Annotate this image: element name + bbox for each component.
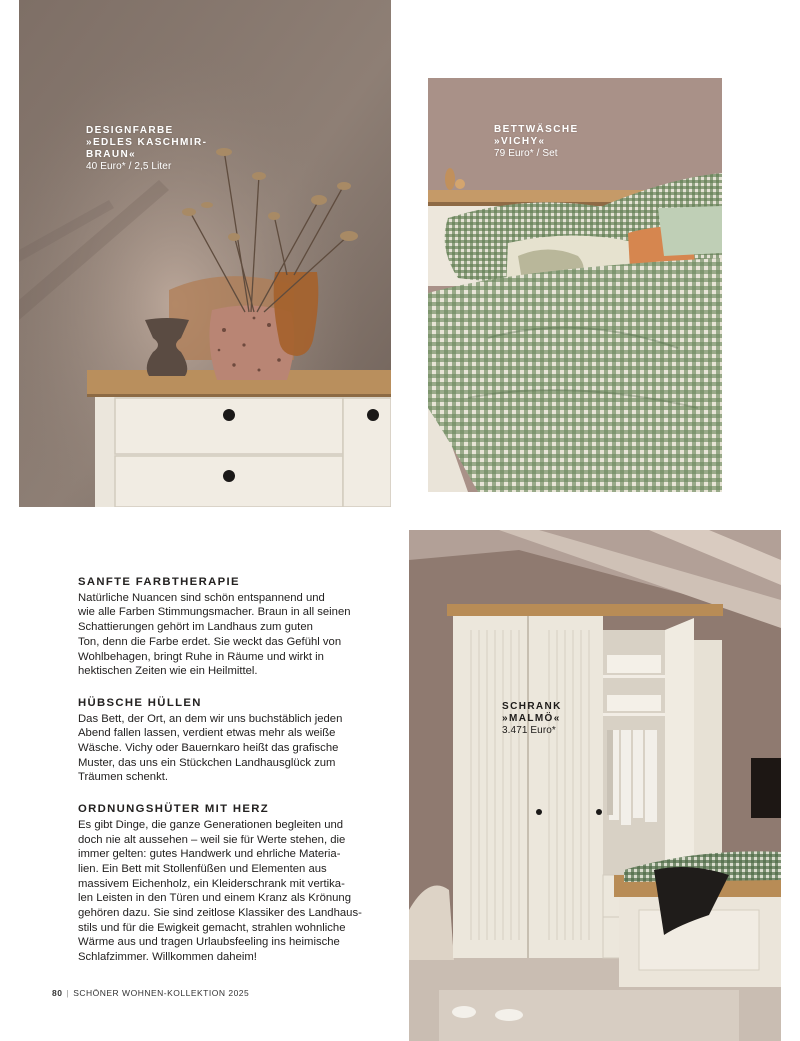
caption-title-line: »EDLES KASCHMIR-: [86, 137, 208, 148]
section-heading: SANFTE FARBTHERAPIE: [78, 576, 240, 588]
caption-price: 40 Euro* / 2,5 Liter: [86, 161, 172, 172]
article-section-ordnungshueter: [78, 802, 378, 965]
caption-bettwaesche: [494, 124, 579, 160]
section-heading: HÜBSCHE HÜLLEN: [78, 696, 202, 709]
page-footer: [52, 988, 249, 998]
photo-wardrobe: [409, 530, 781, 1041]
caption-title-line: BRAUN«: [86, 149, 137, 160]
footer-separator: |: [66, 988, 70, 998]
caption-title-line: »MALMÖ«: [502, 713, 561, 724]
photo-dresser-vases: [19, 0, 391, 507]
caption-designfarbe: [86, 125, 207, 173]
caption-title-line: »VICHY«: [494, 136, 546, 147]
page-number: 80: [52, 988, 63, 998]
section-heading: ORDNUNGSHÜTER MIT HERZ: [78, 803, 269, 816]
caption-title-line: SCHRANK: [502, 701, 562, 712]
article-body: [78, 575, 378, 982]
caption-title-line: DESIGNFARBE: [86, 125, 174, 136]
caption-price: 3.471 Euro*: [502, 725, 556, 736]
section-text: Das Bett, der Ort, an dem wir uns buchstäblich jeden Abend fallen lassen, verdient etwas mehr als weiße Wäsche. Vichy oder Bauernkaro heißt das grafische Muster, das uns ein Stückchen Landhausglück zum Träumen schenkt.: [78, 712, 343, 784]
article-section-farbtherapie: [78, 575, 378, 679]
photo-gingham-bed: [428, 78, 722, 492]
publication-title: SCHÖNER WOHNEN-KOLLEKTION 2025: [73, 988, 250, 998]
section-text: Natürliche Nuancen sind schön entspannend und wie alle Farben Stimmungsmacher. Braun in all seinen Schattierungen gehört im Landhaus zum guten Ton, denn die Farbe erdet. Sie weckt das Gefühl von Wohlbehagen, bringt Ruhe in Räume und wirkt in hektischen Zeiten wie ein Heilmittel.: [78, 591, 351, 678]
caption-price: 79 Euro* / Set: [494, 148, 558, 159]
section-text: Es gibt Dinge, die ganze Generationen begleiten und doch nie alt aussehen – weil sie für Werte stehen, die immer gelten: gutes Handwerk und ehrliche Materia- lien. Ein Bett mit Stollenfüßen und Elementen aus massivem Eichenholz, ein Kleiderschrank mit vertika- len Leisten in den Türen und einem Kranz als Krönung gehören dazu. Sie sind zeitlose Klassiker des Landhaus- stils und für die Ewigkeit gemacht, strahlen wohnliche Wärme aus und tragen Urlaubsfeeling ins heimische Schlafzimmer. Willkommen daheim!: [78, 818, 362, 964]
article-section-huellen: [78, 696, 378, 785]
caption-title-line: BETTWÄSCHE: [494, 124, 579, 135]
caption-schrank: [502, 701, 562, 737]
